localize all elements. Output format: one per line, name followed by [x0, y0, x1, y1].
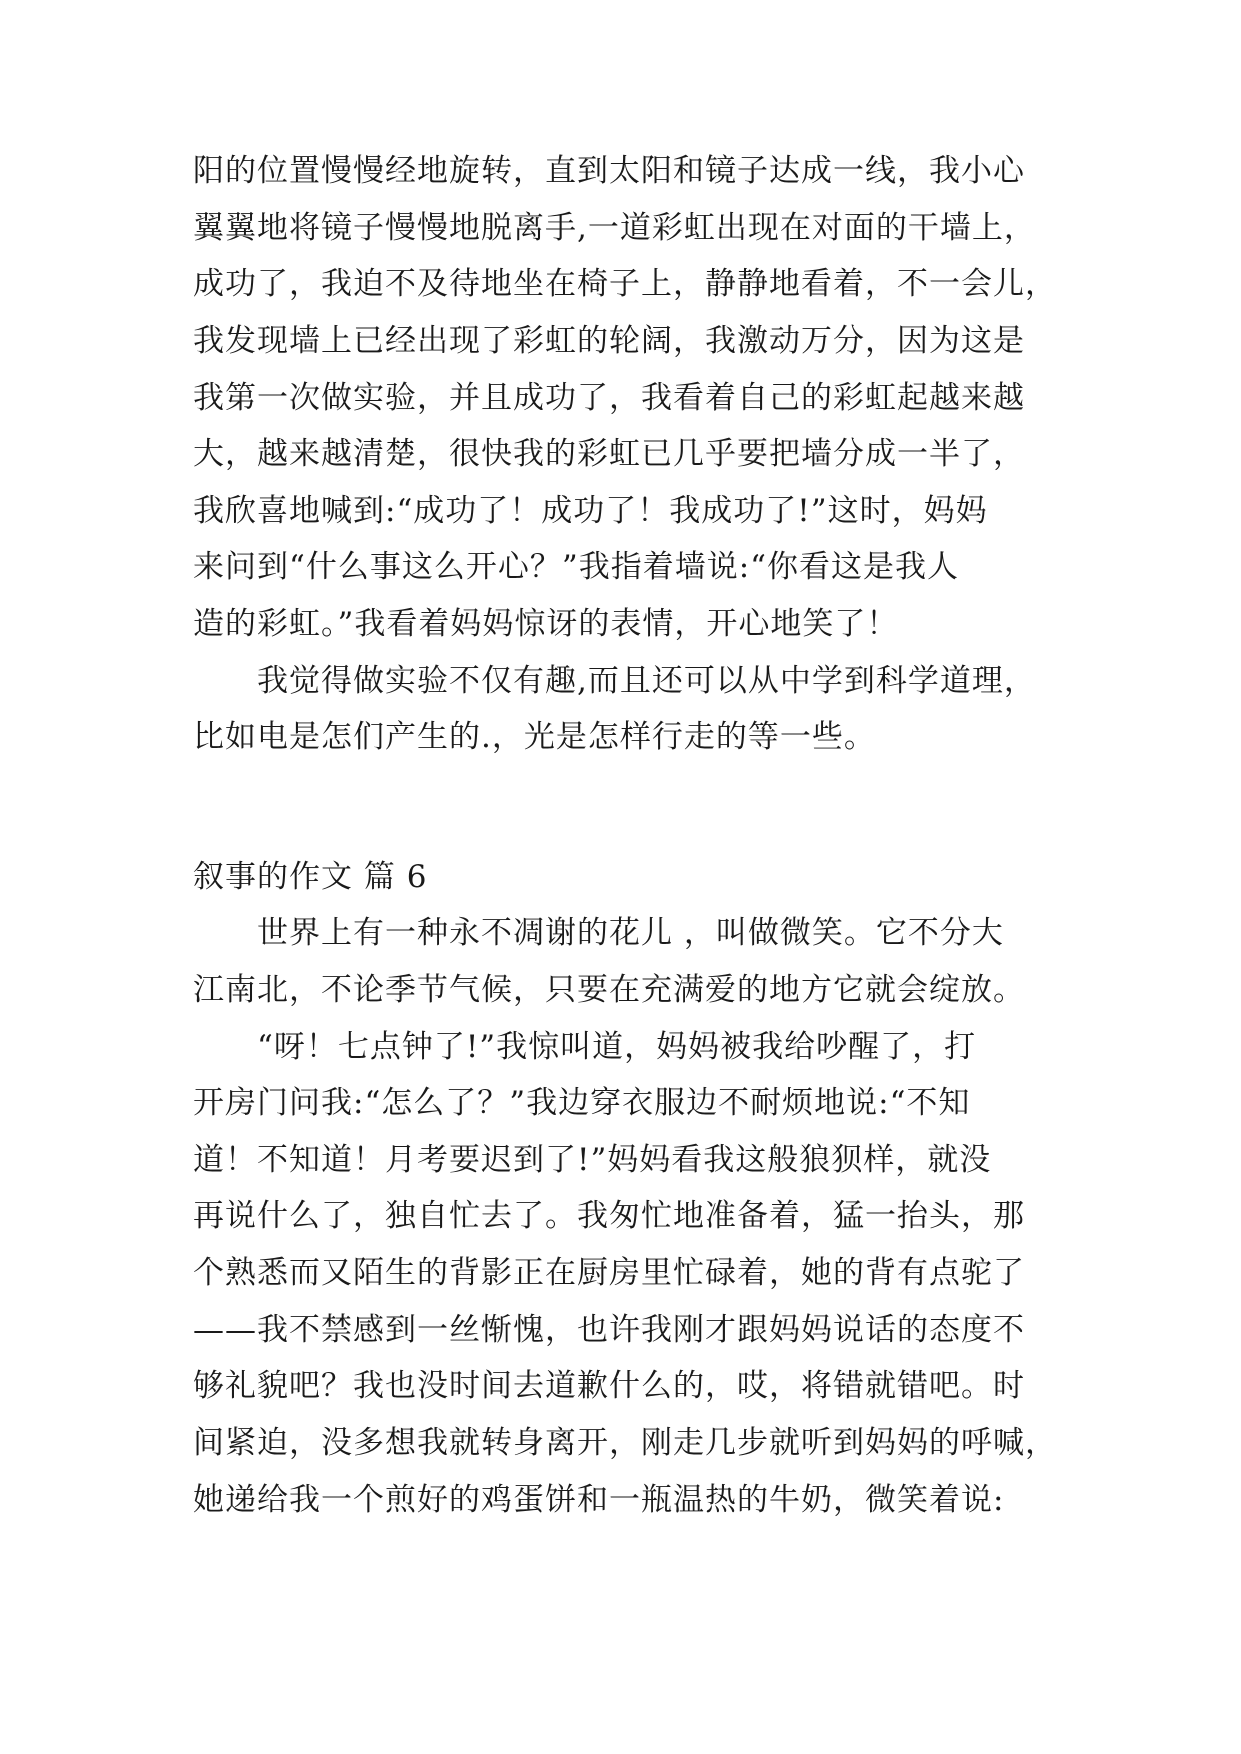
- text-line: 我欣喜地喊到:“成功了！成功了！我成功了!”这时，妈妈: [193, 493, 988, 529]
- text-line: 大，越来越清楚，很快我的彩虹已几乎要把墙分成一半了，: [193, 436, 1025, 472]
- text-line: 阳的位置慢慢经地旋转，直到太阳和镜子达成一线，我小心: [193, 153, 1025, 189]
- section-heading: 叙事的作文 篇 6: [193, 859, 428, 895]
- text-line: 我第一次做实验，并且成功了，我看着自己的彩虹起越来越: [193, 380, 1025, 416]
- text-line: 再说什么了，独自忙去了。我匆忙地准备着，猛一抬头，那: [193, 1198, 1025, 1234]
- text-line: 来问到“什么事这么开心？”我指着墙说:“你看这是我人: [193, 549, 959, 585]
- text-line: 造的彩虹。”我看着妈妈惊讶的表情，开心地笑了！: [193, 606, 899, 642]
- text-line: 开房门问我:“怎么了？”我边穿衣服边不耐烦地说:“不知: [193, 1085, 971, 1121]
- text-line: 成功了，我迫不及待地坐在椅子上，静静地看着，不一会儿，: [193, 266, 1057, 302]
- text-line: 世界上有一种永不凋谢的花儿 ，叫做微笑。它不分大: [257, 915, 1004, 951]
- text-line: 够礼貌吧？我也没时间去道歉什么的，哎，将错就错吧。时: [193, 1368, 1025, 1404]
- text-line: 我发现墙上已经出现了彩虹的轮阔，我激动万分，因为这是: [193, 323, 1025, 359]
- text-line: 我觉得做实验不仅有趣,而且还可以从中学到科学道理，: [257, 663, 1036, 699]
- text-line: 江南北，不论季节气候，只要在充满爱的地方它就会绽放。: [193, 972, 1025, 1008]
- text-line: 间紧迫，没多想我就转身离开，刚走几步就听到妈妈的呼喊，: [193, 1425, 1057, 1461]
- text-line: 翼翼地将镜子慢慢地脱离手,一道彩虹出现在对面的干墙上，: [193, 210, 1036, 246]
- text-line: 道！不知道！月考要迟到了!”妈妈看我这般狼狈样，就没: [193, 1142, 992, 1178]
- text-line: 比如电是怎们产生的.，光是怎样行走的等一些。: [193, 719, 876, 755]
- text-line: ——我不禁感到一丝惭愧，也许我刚才跟妈妈说话的态度不: [193, 1312, 1025, 1348]
- text-line: 她递给我一个煎好的鸡蛋饼和一瓶温热的牛奶，微笑着说:: [193, 1482, 1005, 1518]
- text-line: “呀！七点钟了!”我惊叫道，妈妈被我给吵醒了，打: [257, 1029, 977, 1065]
- text-line: 个熟悉而又陌生的背影正在厨房里忙碌着，她的背有点驼了: [193, 1255, 1025, 1291]
